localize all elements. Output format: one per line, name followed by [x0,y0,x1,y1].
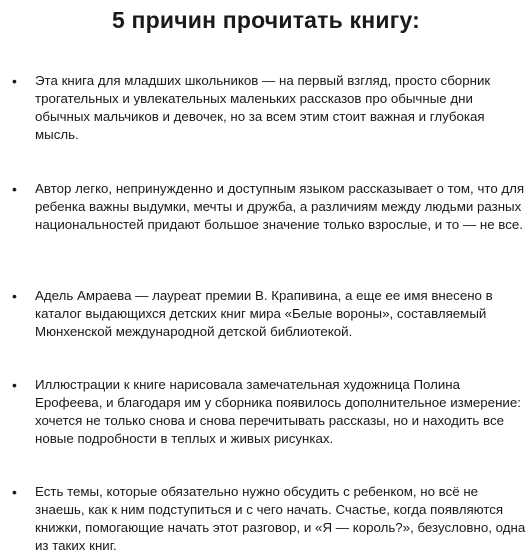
bullet-icon: • [12,181,17,197]
reason-text: Эта книга для младших школьников — на первый взгляд, просто сборник трогательных и увлекательных маленьких рассказов про обычные дни обычных мальчиков и девочек, но за всем этим стоит важная и глубокая мысль. [35,73,491,142]
reason-text: Адель Амраева — лауреат премии В. Крапивина, а еще ее имя внесено в каталог выдающихся детских книг мира «Белые вороны», составляемый Мюнхенской международной детской библиотекой. [35,288,493,339]
bullet-icon: • [12,377,17,393]
bullet-icon: • [12,73,17,89]
reason-text: Автор легко, непринужденно и доступным языком рассказывает о том, что для ребенка важны выдумки, мечты и дружба, а различиям между людьми разных национальностей придают большое значение только взрослые, и то — не все. [35,181,525,232]
reason-text: Иллюстрации к книге нарисовала замечательная художница Полина Ерофеева, и благодаря им у сборника появилось дополнительное измерение: хочется не только снова и снова перечитывать рассказы, но и находить все новые подробности в теплых и живых рисунках. [35,377,521,446]
bullet-icon: • [12,288,17,304]
reason-text: Есть темы, которые обязательно нужно обсудить с ребенком, но всё не знаешь, как к ним подступиться и с чего начать. Счастье, когда появляются книжки, помогающие начать этот разговор, и «Я — король?», безусловно, одна из таких книг. [35,484,526,553]
bullet-icon: • [12,484,17,500]
page-title: 5 причин прочитать книгу: [111,7,421,33]
